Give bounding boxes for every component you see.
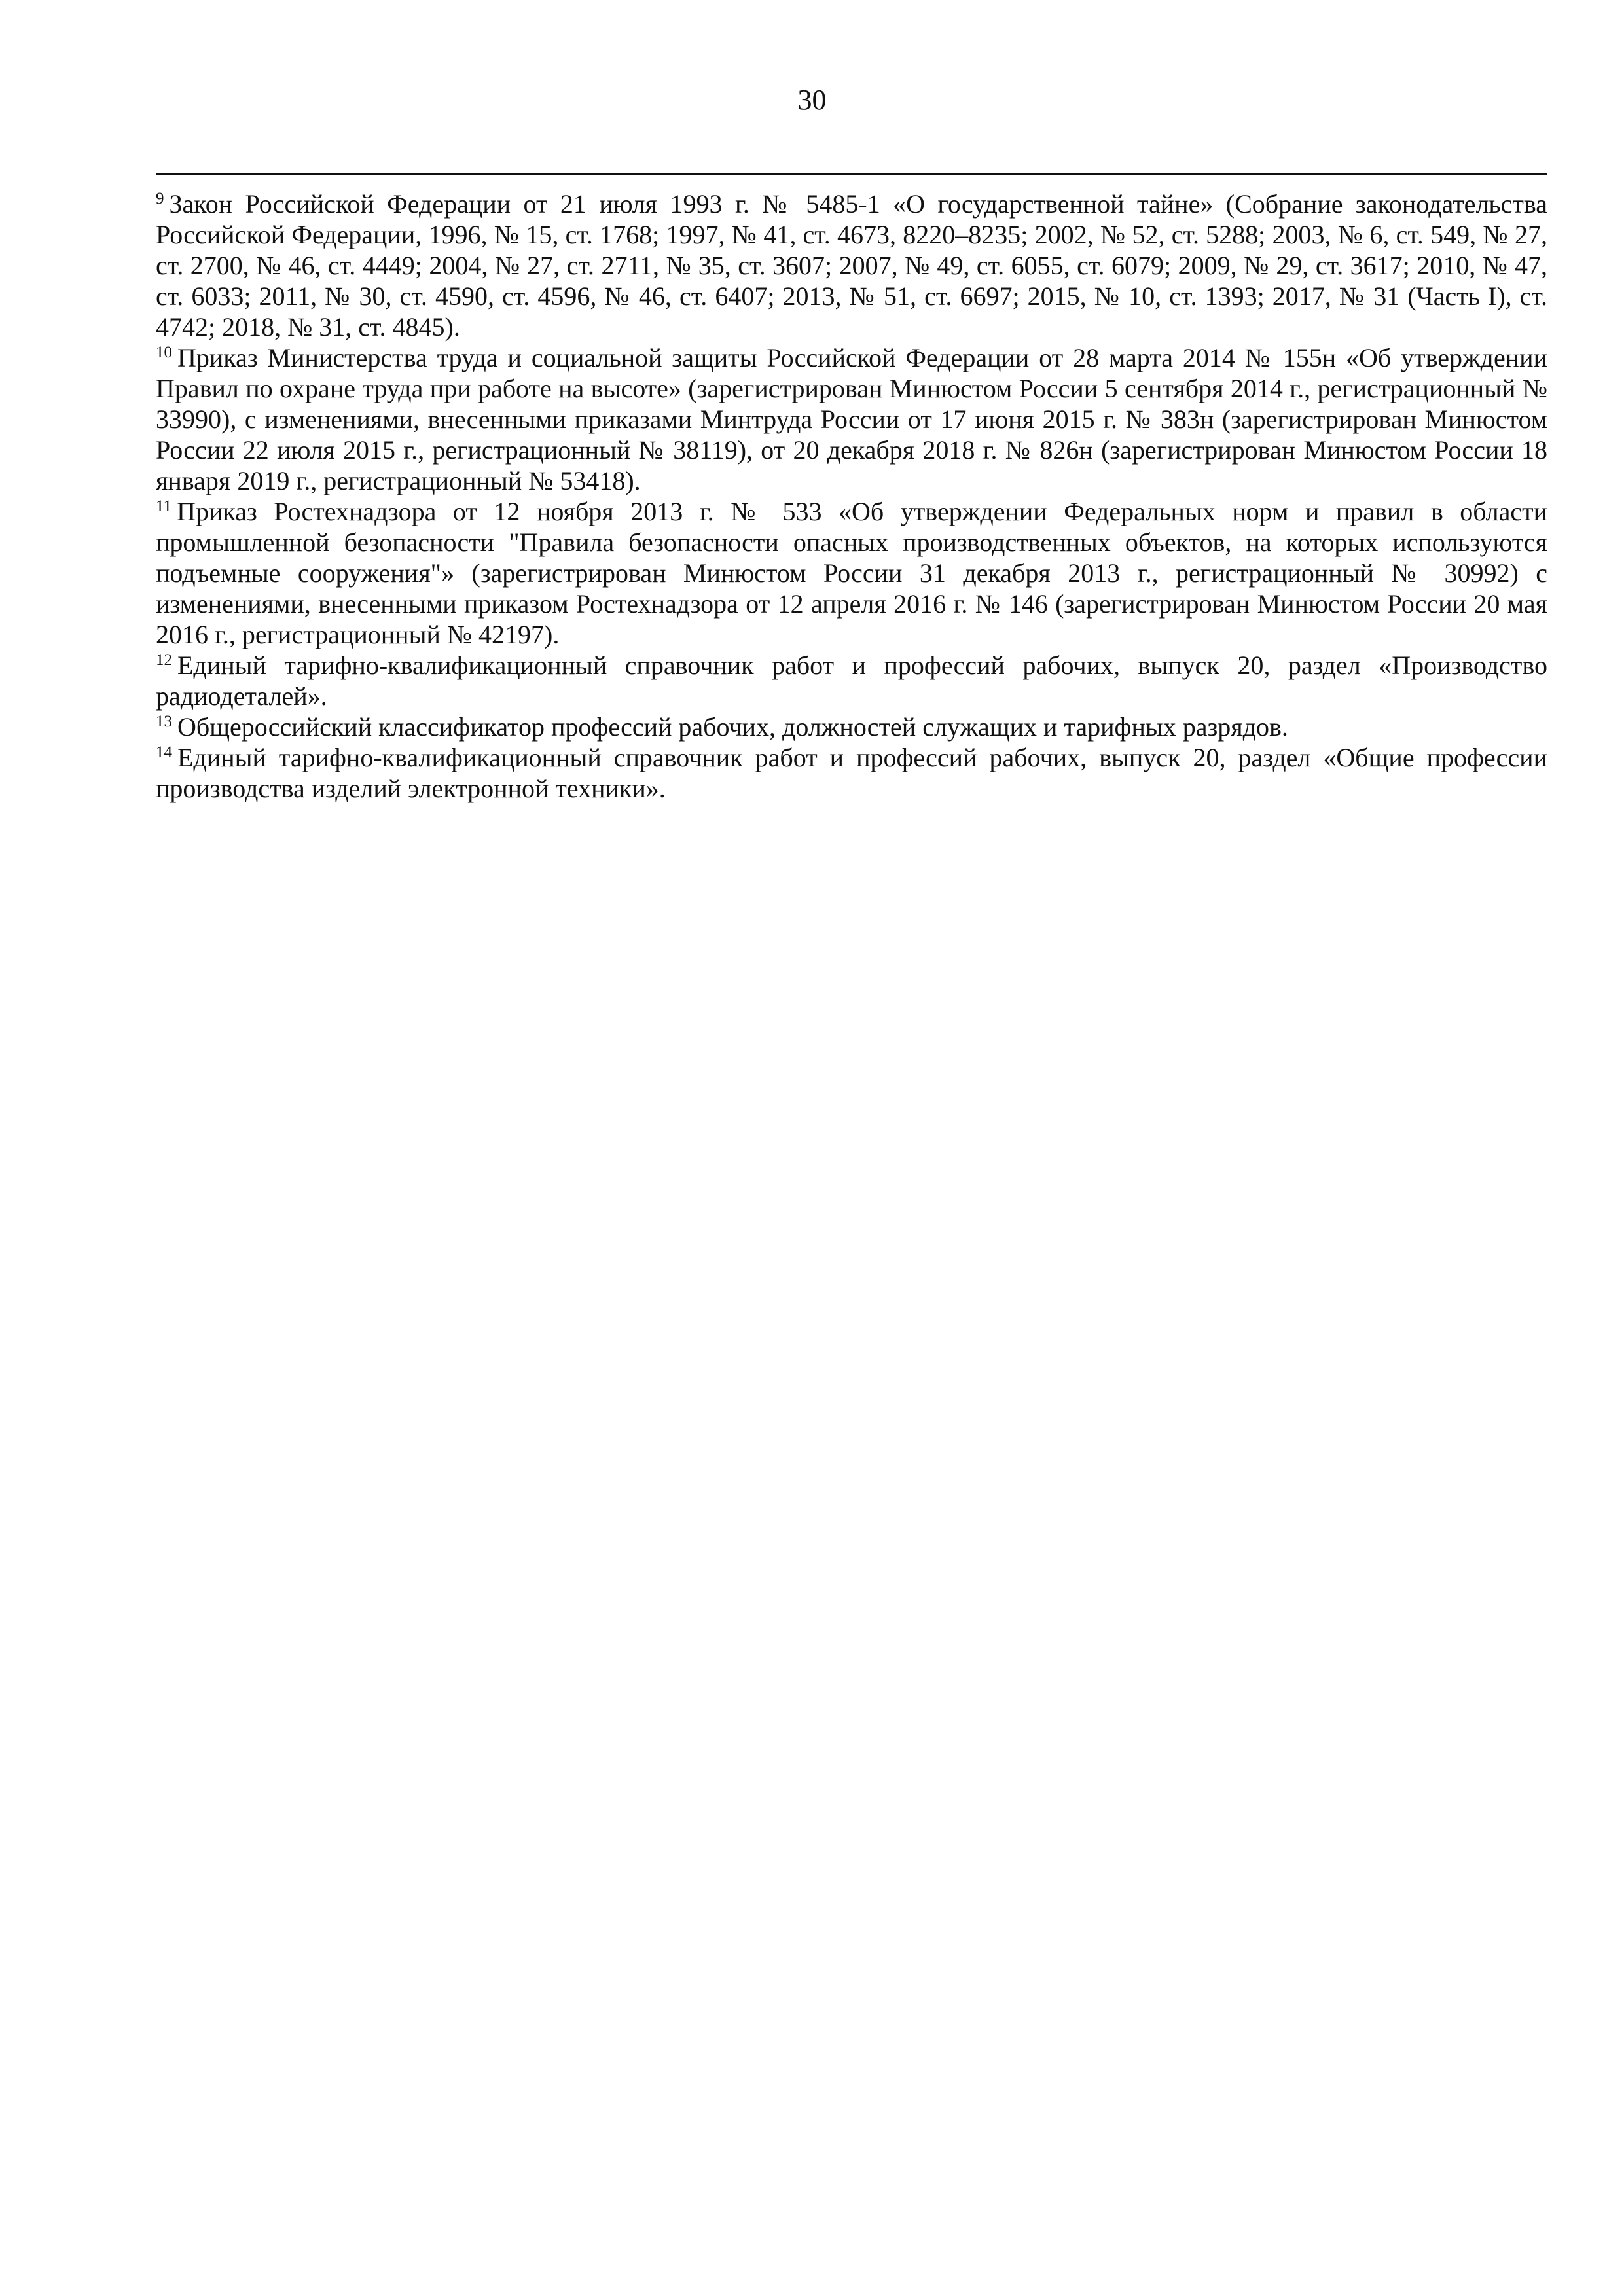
footnote-mark: 13	[156, 713, 172, 730]
footnote-text: Общероссийский классификатор профессий рабочих, должностей служащих и тарифных разрядов.	[177, 712, 1288, 742]
footnote-text: Приказ Ростехнадзора от 12 ноября 2013 г. № 533 «Об утверждении Федеральных норм и правил в области промышленной безопасности "Правила безопасности опасных производственных объектов, на которых используются подъемные сооружения"» (зарегистрирован Минюстом России 31 декабря 2013 г., регистрационный № 30992) с изменениями, внесенными приказом Ростехнадзора от 12 апреля 2016 г. № 146 (зарегистрирован Минюстом России 20 мая 2016 г., регистрационный № 42197).	[156, 497, 1547, 649]
footnote-13	[156, 711, 1547, 742]
footnote-mark: 12	[156, 651, 172, 669]
footnote-mark: 11	[156, 497, 172, 515]
footnote-mark: 10	[156, 344, 172, 361]
footnote-mark: 9	[156, 190, 164, 207]
footnote-10	[156, 342, 1547, 496]
footnote-11	[156, 496, 1547, 650]
footnote-separator	[156, 173, 1547, 175]
footnote-text: Приказ Министерства труда и социальной защиты Российской Федерации от 28 марта 2014 № 155н «Об утверждении Правил по охране труда при работе на высоте» (зарегистрирован Минюстом России 5 сентября 2014 г., регистрационный № 33990), с изменениями, внесенными приказами Минтруда России от 17 июня 2015 г. № 383н (зарегистрирован Минюстом России 22 июля 2015 г., регистрационный № 38119), от 20 декабря 2018 г. № 826н (зарегистрирован Минюстом России 18 января 2019 г., регистрационный № 53418).	[156, 343, 1547, 495]
footnote-14	[156, 742, 1547, 804]
page-number: 30	[797, 84, 827, 116]
footnote-text: Единый тарифно-квалификационный справочник работ и профессий рабочих, выпуск 20, раздел «Общие профессии производства изделий электронной техники».	[156, 743, 1547, 803]
footnote-text: Закон Российской Федерации от 21 июля 1993 г. № 5485-1 «О государственной тайне» (Собрание законодательства Российской Федерации, 1996, № 15, ст. 1768; 1997, № 41, ст. 4673, 8220–8235; 2002, № 52, ст. 5288; 2003, № 6, ст. 549, № 27, ст. 2700, № 46, ст. 4449; 2004, № 27, ст. 2711, № 35, ст. 3607; 2007, № 49, ст. 6055, ст. 6079; 2009, № 29, ст. 3617; 2010, № 47, ст. 6033; 2011, № 30, ст. 4590, ст. 4596, № 46, ст. 6407; 2013, № 51, ст. 6697; 2015, № 10, ст. 1393; 2017, № 31 (Часть I), ст. 4742; 2018, № 31, ст. 4845).	[156, 189, 1547, 342]
footnotes-section	[156, 188, 1547, 804]
footnote-12	[156, 650, 1547, 711]
footnote-9	[156, 188, 1547, 342]
footnote-mark: 14	[156, 744, 172, 761]
footnote-text: Единый тарифно-квалификационный справочник работ и профессий рабочих, выпуск 20, раздел «Производство радиодеталей».	[156, 651, 1547, 711]
